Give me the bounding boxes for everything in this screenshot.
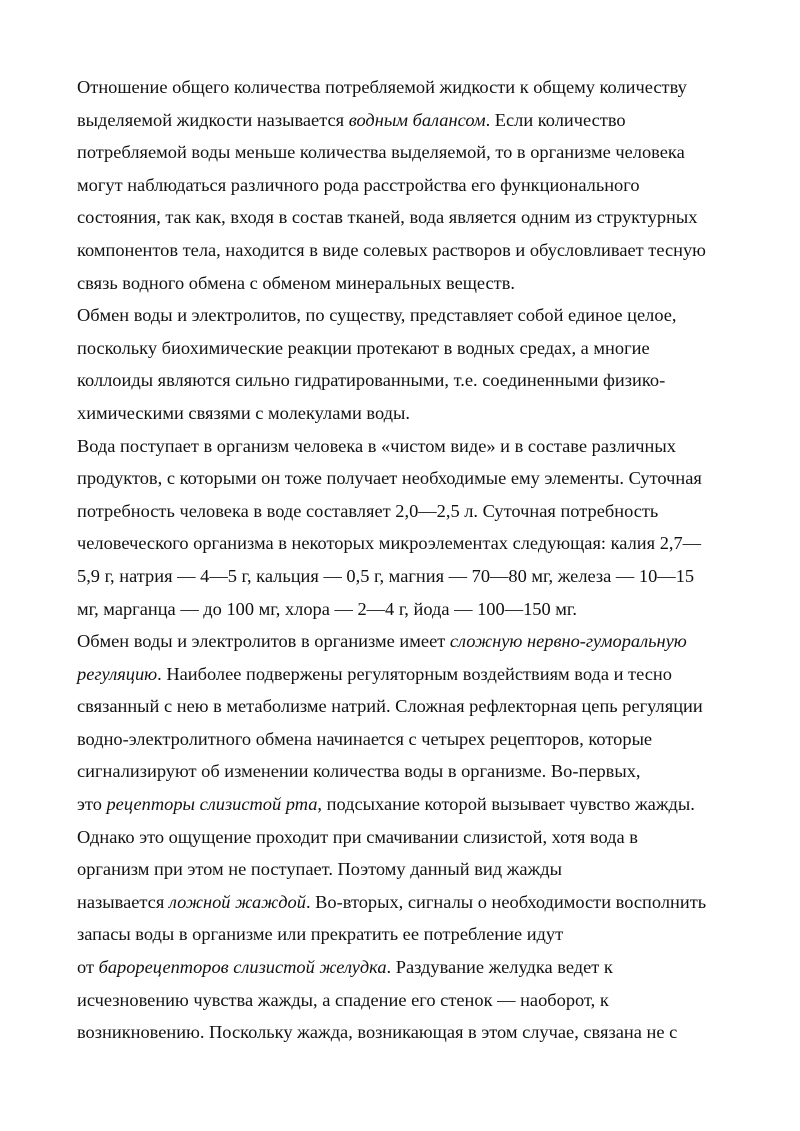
text-line — [77, 71, 737, 104]
text-line — [77, 234, 737, 267]
text-line — [77, 430, 737, 463]
text-line — [77, 560, 737, 593]
text-line — [77, 625, 737, 658]
text-segment: выделяемой жидкости называется — [77, 109, 349, 130]
text-line — [77, 821, 737, 854]
text-segment: поскольку биохимические реакции протекают в водных средах, а многие — [77, 337, 650, 358]
text-line — [77, 723, 737, 756]
text-line — [77, 364, 737, 397]
text-segment: , подсыхание которой вызывает чувство жажды. — [317, 794, 695, 815]
text-segment: сигнализируют об изменении количества воды в организме. Во-первых, — [77, 761, 641, 782]
emphasized-term: сложную нервно-гуморальную — [449, 631, 687, 652]
text-line — [77, 593, 737, 626]
body-text — [77, 71, 737, 1049]
text-segment: Вода поступает в организм человека в «чистом виде» и в составе различных — [77, 435, 676, 456]
emphasized-term: барорецепторов слизистой желудка — [98, 957, 387, 978]
text-segment: 5,9 г, натрия — 4—5 г, кальция — 0,5 г, магния — 70—80 мг, железа — 10—15 — [77, 565, 695, 586]
text-segment: водно-электролитного обмена начинается с четырех рецепторов, которые — [77, 728, 653, 749]
text-line — [77, 984, 737, 1017]
text-segment: исчезновению чувства жажды, а спадение его стенок — наоборот, к — [77, 989, 609, 1010]
text-line — [77, 136, 737, 169]
text-segment: компонентов тела, находится в виде солевых растворов и обусловливает тесную — [77, 239, 706, 260]
text-line — [77, 267, 737, 300]
text-segment: . Во-вторых, сигналы о необходимости восполнить — [305, 891, 707, 912]
emphasized-term: водным балансом — [348, 109, 486, 130]
text-line — [77, 527, 737, 560]
text-line — [77, 169, 737, 202]
text-segment: запасы воды в организме или прекратить ее потребление идут — [77, 924, 564, 945]
text-line — [77, 886, 737, 919]
text-line — [77, 1016, 737, 1049]
text-line — [77, 495, 737, 528]
text-segment: состояния, так как, входя в состав тканей, вода является одним из структурных — [77, 207, 698, 228]
text-segment: организм при этом не поступает. Поэтому данный вид жажды — [77, 859, 562, 880]
emphasized-term: рецепторы слизистой рта — [106, 794, 318, 815]
text-line — [77, 104, 737, 137]
text-segment: Обмен воды и электролитов в организме имеет — [77, 631, 450, 652]
text-segment: . Раздувание желудка ведет к — [386, 957, 613, 978]
emphasized-term: ложной жаждой — [168, 891, 306, 912]
text-segment: . Если количество — [485, 109, 626, 130]
text-segment: это — [77, 794, 107, 815]
text-segment: связь водного обмена с обменом минеральных веществ. — [77, 272, 515, 293]
text-line — [77, 853, 737, 886]
text-segment: Однако это ощущение проходит при смачивании слизистой, хотя вода в — [77, 826, 638, 847]
text-line — [77, 918, 737, 951]
text-line — [77, 755, 737, 788]
text-line — [77, 658, 737, 691]
text-line — [77, 201, 737, 234]
text-segment: коллоиды являются сильно гидратированными, т.е. соединенными физико- — [77, 370, 666, 391]
text-segment: мг, марганца — до 100 мг, хлора — 2—4 г, йода — 100—150 мг. — [77, 598, 577, 619]
text-line — [77, 690, 737, 723]
text-segment: называется — [77, 891, 169, 912]
text-segment: могут наблюдаться различного рода расстройства его функционального — [77, 174, 640, 195]
text-segment: Отношение общего количества потребляемой жидкости к общему количеству — [77, 77, 687, 97]
text-segment: Обмен воды и электролитов, по существу, представляет собой единое целое, — [77, 305, 677, 326]
text-segment: химическими связями с молекулами воды. — [77, 402, 410, 423]
text-line — [77, 332, 737, 365]
text-line — [77, 788, 737, 821]
text-line — [77, 462, 737, 495]
text-segment: потребляемой воды меньше количества выделяемой, то в организме человека — [77, 142, 685, 163]
text-segment: человеческого организма в некоторых микроэлементах следующая: калия 2,7— — [77, 533, 702, 554]
text-line — [77, 397, 737, 430]
text-segment: от — [77, 957, 99, 978]
text-segment: продуктов, с которыми он тоже получает необходимые ему элементы. Суточная — [77, 468, 702, 489]
text-segment: потребность человека в воде составляет 2,0—2,5 л. Суточная потребность — [77, 500, 659, 521]
text-line — [77, 951, 737, 984]
emphasized-term: регуляцию — [77, 663, 158, 684]
text-segment: связанный с нею в метаболизме натрий. Сложная рефлекторная цепь регуляции — [77, 696, 703, 717]
text-segment: . Наиболее подвержены регуляторным воздействиям вода и тесно — [157, 663, 672, 684]
text-line — [77, 299, 737, 332]
text-segment: возникновению. Поскольку жажда, возникающая в этом случае, связана не с — [77, 1022, 678, 1043]
